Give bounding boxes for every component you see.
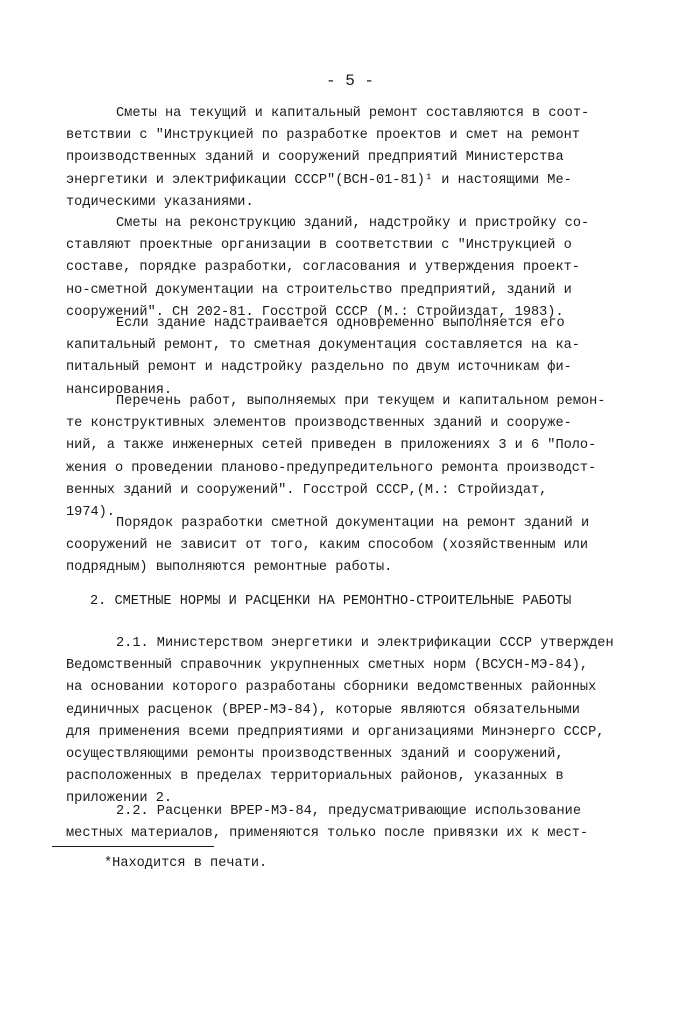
text-line: составе, порядке разработки, согласования и утверждения проект- [66, 260, 580, 276]
text-line: сооружений". СН 202-81. Госстрой СССР (М.: Стройиздат, 1983). [66, 304, 564, 320]
text-line: на основании которого разработаны сборники ведомственных районных [66, 680, 597, 696]
text-line: сооружений не зависит от того, каким способом (хозяйственным или [66, 538, 589, 554]
paragraph-4 [66, 391, 646, 524]
text-line: ветствии с "Инструкцией по разработке проектов и смет на ремонт [66, 128, 580, 144]
page-number: - 5 - [325, 72, 374, 90]
text-line: производственных зданий и сооружений предприятий Министерства [66, 150, 564, 166]
text-line: 2.1. Министерством энергетики и электрификации СССР утвержден [116, 636, 614, 651]
text-line: жения о проведении планово-предупредительного ремонта производст- [66, 460, 597, 476]
text-line: расположенных в пределах территориальных районов, указанных в [66, 769, 564, 785]
text-line: подрядным) выполняются ремонтные работы. [66, 560, 393, 576]
text-line: ний, а также инженерных сетей приведен в приложениях 3 и 6 "Поло- [66, 438, 597, 454]
paragraph-2 [66, 213, 646, 324]
paragraph-2-2 [66, 801, 646, 845]
text-line: Сметы на текущий и капитальный ремонт составляются в соот- [116, 106, 590, 121]
text-line: для применения всеми предприятиями и организациями Минэнерго СССР, [66, 724, 605, 740]
text-line: те конструктивных элементов производственных зданий и сооруже- [66, 416, 572, 432]
footnote: *Находится в печати. [104, 856, 268, 871]
text-line: нансирования. [66, 382, 173, 398]
paragraph-3 [66, 313, 646, 402]
text-line: Если здание надстраивается одновременно выполняется его [116, 316, 565, 331]
text-line: капитальный ремонт, то сметная документация составляется на ка- [66, 338, 580, 354]
text-line: приложении 2. [66, 791, 173, 807]
paragraph-2-1 [66, 633, 646, 811]
footnote-divider [52, 846, 214, 847]
text-line: тодическими указаниями. [66, 194, 254, 210]
text-line: Перечень работ, выполняемых при текущем и капитальном ремон- [116, 394, 606, 409]
text-line: осуществляющими ремонты производственных зданий и сооружений, [66, 746, 564, 762]
text-line: Сметы на реконструкцию зданий, надстройку и пристройку со- [116, 216, 590, 231]
text-line: Порядок разработки сметной документации на ремонт зданий и [116, 516, 590, 531]
text-line: венных зданий и сооружений". Госстрой СССР,(М.: Стройиздат, [66, 482, 548, 498]
text-line: 1974). [66, 504, 115, 520]
text-line: местных материалов, применяются только после привязки их к мест- [66, 826, 589, 842]
text-line: единичных расценок (ВРЕР-МЭ-84), которые являются обязательными [66, 702, 580, 718]
section-heading: 2. СМЕТНЫЕ НОРМЫ И РАСЦЕНКИ НА РЕМОНТНО-СТРОИТЕЛЬНЫЕ РАБОТЫ [90, 594, 572, 609]
text-line: энергетики и электрификации СССР"(ВСН-01-81)¹ и настоящими Ме- [66, 172, 572, 188]
text-line: питальный ремонт и надстройку раздельно по двум источникам фи- [66, 360, 572, 376]
text-line: ставляют проектные организации в соответствии с "Инструкцией о [66, 238, 572, 254]
text-line: 2.2. Расценки ВРЕР-МЭ-84, предусматривающие использование [116, 804, 581, 819]
text-line: Ведомственный справочник укрупненных сметных норм (ВСУСН-МЭ-84), [66, 658, 589, 674]
paragraph-5 [66, 513, 646, 580]
text-line: но-сметной документации на строительство предприятий, зданий и [66, 282, 572, 298]
paragraph-1 [66, 103, 646, 214]
